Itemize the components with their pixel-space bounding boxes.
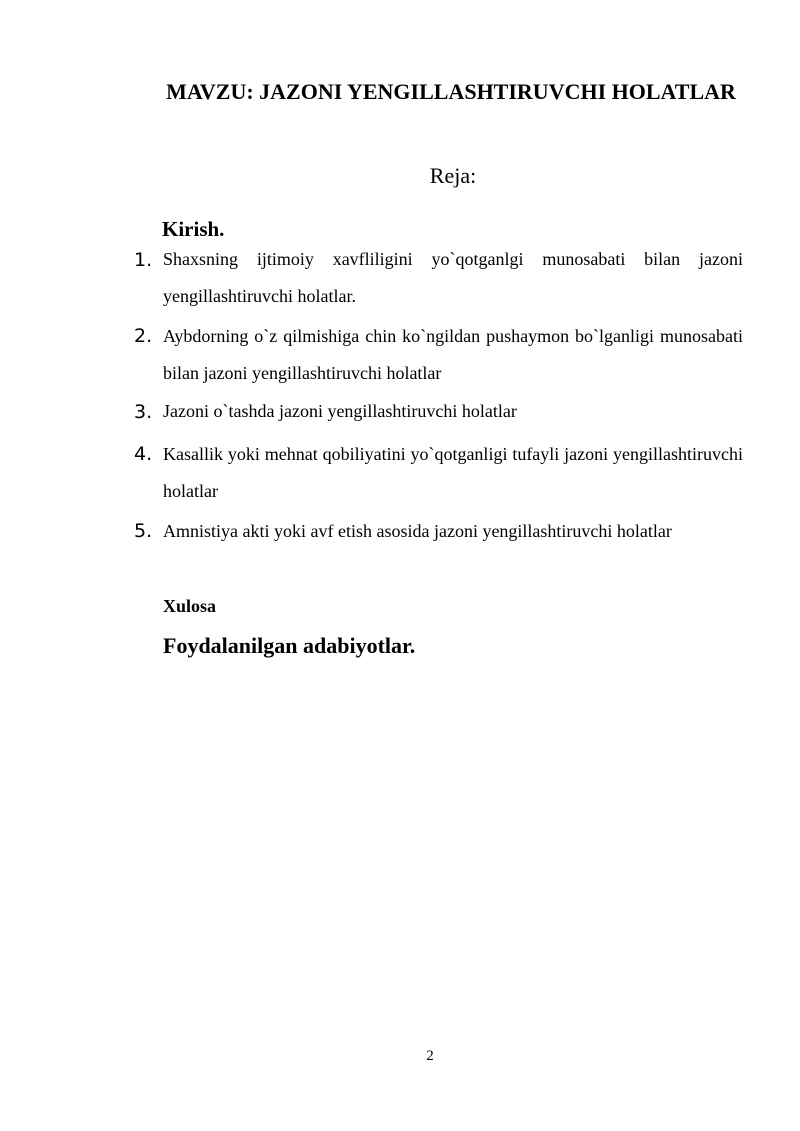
plan-item-number: 3. [134,401,153,423]
intro-heading: Kirish. [162,217,225,241]
plan-heading: Reja: [429,163,477,188]
plan-item-number: 1. [134,249,153,271]
plan-item-text: Amnistiya akti yoki avf etish asosida jazoni yengillashtiruvchi holatlar [163,521,672,541]
plan-item-text: Jazoni o`tashda jazoni yengillashtiruvchi holatlar [163,401,517,421]
plan-item-number: 2. [134,325,153,347]
conclusion-heading: Xulosa [163,596,217,616]
plan-item-number: 4. [134,443,153,465]
page-number: 2 [426,1048,434,1064]
document-title: MAVZU: JAZONI YENGILLASHTIRUVCHI HOLATLAR [166,79,736,104]
plan-item-text: Aybdorning o`z qilmishiga chin ko`ngildan pushaymon bo`lganligi munosabati bilan jazoni yengillashtiruvchi holatlar [163,326,743,383]
plan-item-text: Shaxsning ijtimoiy xavfliligini yo`qotganlgi munosabati bilan jazoni yengillashtiruvchi holatlar. [163,249,743,306]
references-heading: Foydalanilgan adabiyotlar. [163,633,416,658]
plan-item-text: Kasallik yoki mehnat qobiliyatini yo`qotganligi tufayli jazoni yengillashtiruvchi holatlar [163,444,743,501]
plan-item-number: 5. [134,520,153,542]
